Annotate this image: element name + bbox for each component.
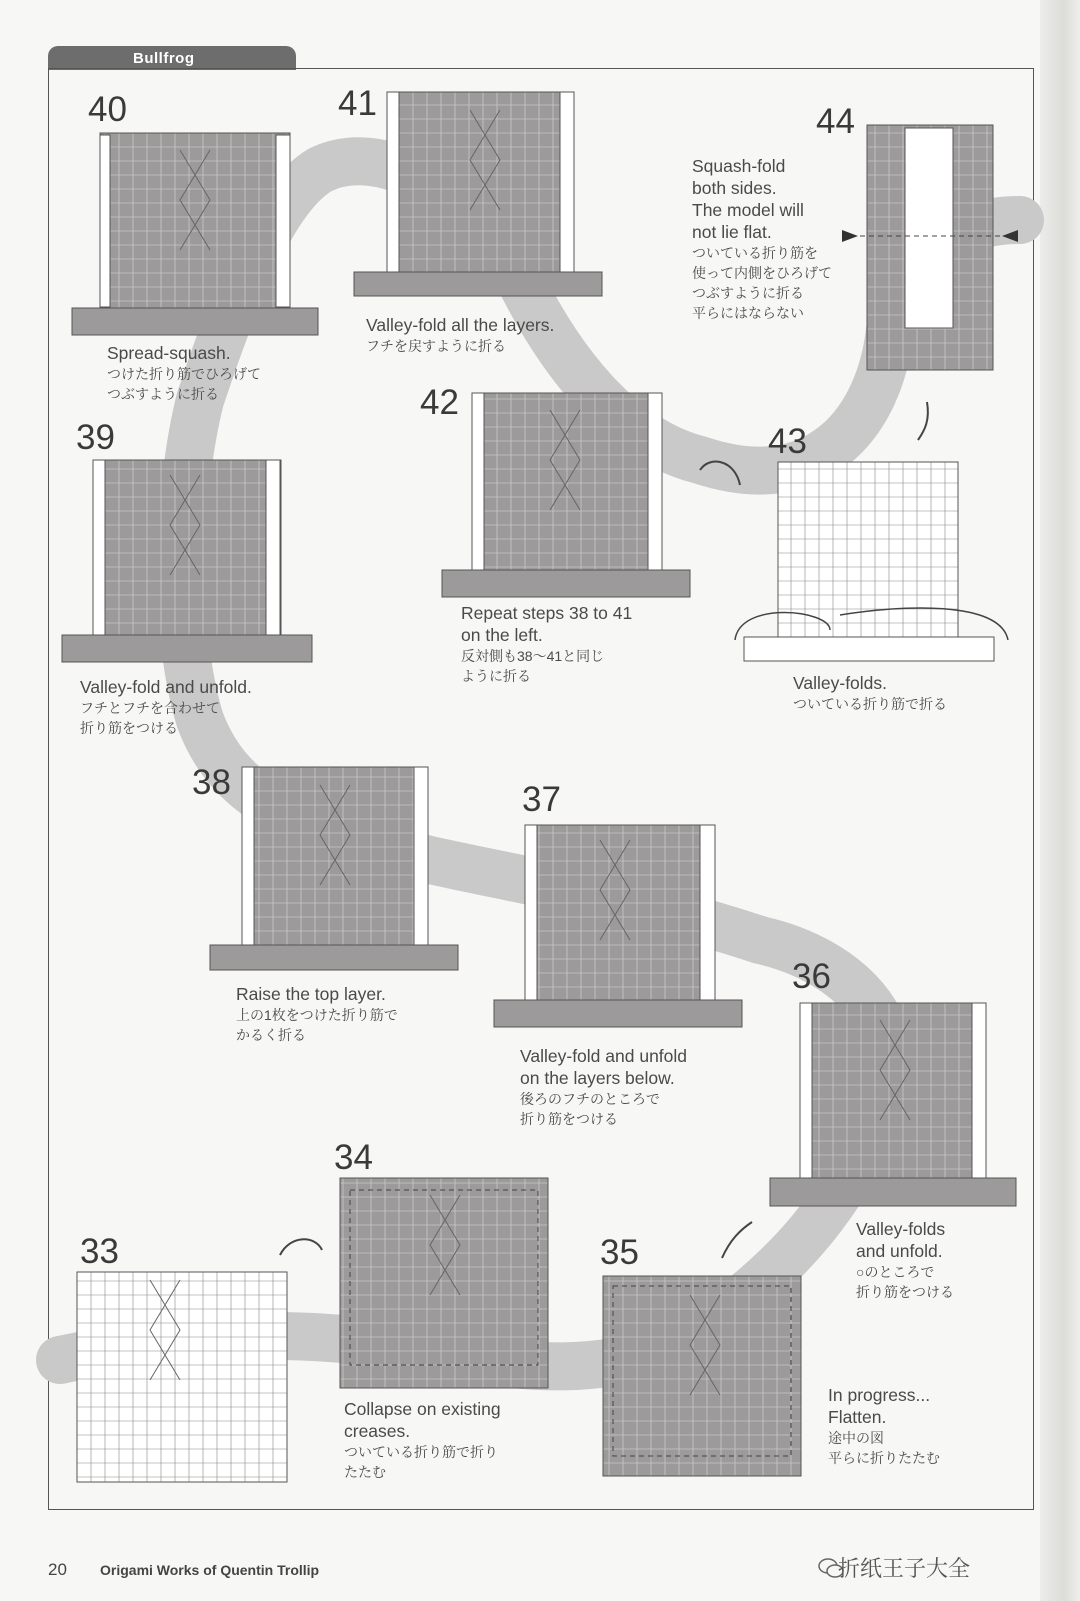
caption-jp: 反対側も38～41と同じ: [461, 648, 605, 664]
caption-en: Valley-folds.: [793, 673, 888, 693]
turn-over-icon-2: [280, 1239, 322, 1255]
caption-en: Valley-fold all the layers.: [366, 315, 555, 335]
caption-jp: 上の1枚をつけた折り筋で: [236, 1007, 398, 1023]
caption-step-35: [828, 1384, 940, 1468]
step-number-33: 33: [80, 1232, 119, 1271]
caption-jp: つぶすように折る: [692, 285, 804, 301]
caption-jp: 折り筋をつける: [80, 720, 178, 736]
step-number-40: 40: [88, 90, 127, 129]
caption-en: Flatten.: [828, 1407, 887, 1427]
watermark: 折纸王子大全: [838, 1556, 971, 1581]
step-40-diagram: [72, 133, 318, 335]
caption-step-40: [107, 342, 261, 404]
step-37-diagram: [494, 825, 742, 1027]
caption-en: The model will: [692, 200, 804, 220]
step-35-diagram: [603, 1276, 801, 1476]
step-34-diagram: [340, 1178, 548, 1388]
caption-jp: つぶすように折る: [107, 386, 219, 402]
caption-jp: ついている折り筋で折る: [793, 696, 947, 712]
caption-en: on the layers below.: [520, 1068, 675, 1088]
chapter-tab: Bullfrog: [48, 46, 296, 70]
caption-en: creases.: [344, 1421, 411, 1441]
caption-jp: 途中の図: [828, 1430, 884, 1446]
caption-en: not lie flat.: [692, 222, 772, 242]
caption-jp: ○のところで: [856, 1264, 935, 1280]
caption-step-41: [366, 314, 554, 356]
caption-jp: ように折る: [461, 668, 531, 684]
step-number-44: 44: [816, 102, 855, 141]
caption-step-38: [236, 983, 398, 1045]
caption-jp: 平らにはならない: [692, 305, 804, 321]
step-42-diagram: [442, 393, 690, 597]
step-number-34: 34: [334, 1138, 373, 1177]
step-number-43: 43: [768, 422, 807, 461]
caption-en: Repeat steps 38 to 41: [461, 603, 633, 623]
step-number-39: 39: [76, 418, 115, 457]
caption-en: Raise the top layer.: [236, 984, 386, 1004]
caption-jp: つけた折り筋でひろげて: [107, 366, 261, 382]
caption-en: In progress...: [828, 1385, 931, 1405]
rotate-arrow-icon: [722, 1222, 752, 1258]
caption-step-36: [856, 1218, 954, 1302]
caption-step-34: [344, 1398, 501, 1482]
page-number: 20: [48, 1560, 67, 1579]
caption-jp: たたむ: [344, 1464, 386, 1480]
caption-step-37: [520, 1045, 687, 1129]
book-title: Origami Works of Quentin Trollip: [100, 1562, 320, 1578]
caption-jp: フチとフチを合わせて: [80, 700, 220, 716]
caption-step-44: [692, 155, 832, 323]
caption-en: on the left.: [461, 625, 543, 645]
caption-en: Valley-fold and unfold: [520, 1046, 688, 1066]
caption-jp: ついている折り筋で折り: [344, 1444, 498, 1460]
caption-step-42: [461, 602, 632, 686]
step-number-42: 42: [420, 383, 459, 422]
step-number-41: 41: [338, 84, 377, 123]
caption-jp: ついている折り筋を: [692, 245, 818, 261]
caption-jp: 平らに折りたたむ: [828, 1450, 940, 1466]
step-36-diagram: [770, 1003, 1016, 1206]
step-number-35: 35: [600, 1233, 639, 1272]
caption-step-43: [793, 672, 947, 714]
caption-jp: 後ろのフチのところで: [520, 1091, 660, 1107]
caption-en: Squash-fold: [692, 156, 786, 176]
caption-jp: フチを戻すように折る: [366, 338, 506, 354]
step-number-36: 36: [792, 957, 831, 996]
caption-en: both sides.: [692, 178, 777, 198]
caption-en: Valley-folds: [856, 1219, 946, 1239]
caption-en: Collapse on existing: [344, 1399, 501, 1419]
caption-en: and unfold.: [856, 1241, 943, 1261]
step-number-38: 38: [192, 763, 231, 802]
caption-jp: 折り筋をつける: [856, 1284, 954, 1300]
caption-step-39: [80, 676, 252, 738]
step-number-37: 37: [522, 780, 561, 819]
caption-en: Valley-fold and unfold.: [80, 677, 252, 697]
caption-jp: 使って内側をひろげて: [692, 265, 832, 281]
step-33-diagram: [77, 1272, 287, 1482]
caption-jp: 折り筋をつける: [520, 1111, 618, 1127]
step-41-diagram: [354, 92, 602, 296]
step-39-diagram: [62, 460, 312, 662]
step-38-diagram: [210, 767, 458, 970]
caption-en: Spread-squash.: [107, 343, 231, 363]
caption-jp: かるく折る: [236, 1027, 306, 1043]
